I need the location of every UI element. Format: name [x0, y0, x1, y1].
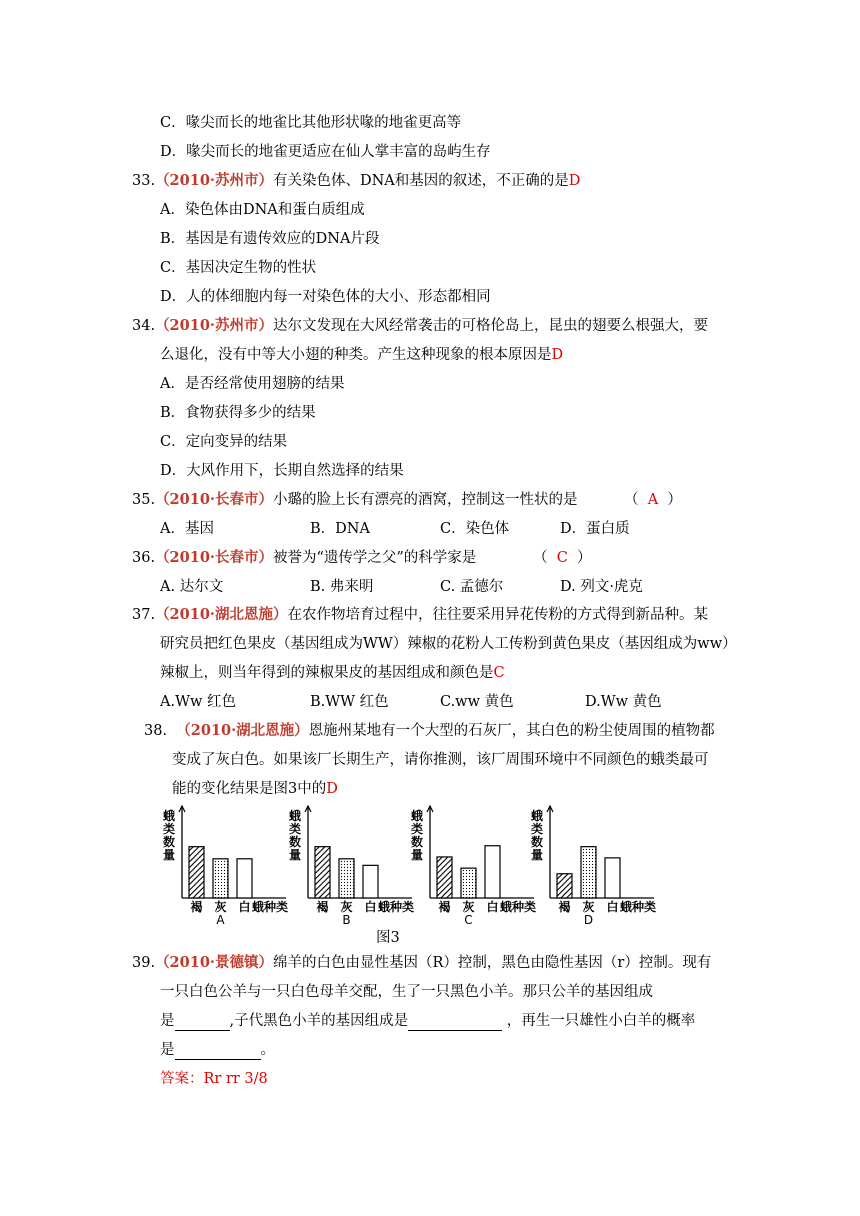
category-label: 褐	[558, 900, 571, 914]
q37-stem-line2: 研究员把红色果皮（基因组成为WW）辣椒的花粉人工传粉到黄色果皮（基因组成为ww）	[160, 636, 737, 652]
q34-option-a: A．是否经常使用翅膀的结果	[160, 376, 345, 392]
q35-option-a: A．基因	[160, 521, 214, 537]
question-stem: 么退化，没有中等大小翅的种类。产生这种现象的根本原因是	[160, 347, 552, 363]
question-stem: 小璐的脸上长有漂亮的酒窝，控制这一性状的是	[272, 492, 578, 508]
question-number: 38.	[144, 723, 168, 739]
figure-3	[160, 800, 720, 940]
bar-brown	[189, 847, 204, 898]
q36-answer-bracket	[533, 548, 592, 568]
panel-label: C	[464, 913, 473, 925]
question-source: （2010·湖北恩施）	[155, 606, 288, 623]
q32-option-c: C．喙尖而长的地雀比其他形状喙的地雀更高等	[160, 115, 462, 131]
question-37	[132, 605, 708, 625]
bar-white	[363, 865, 378, 898]
bar-brown	[557, 874, 572, 898]
question-stem: 在农作物培育过程中，往往要采用异花传粉的方式得到新品种。某	[287, 607, 708, 623]
bar-white	[237, 859, 252, 898]
q35-option-c: C．染色体	[440, 521, 510, 537]
q34-stem-line2	[160, 345, 563, 365]
x-axis-label: 蛾种类	[499, 900, 537, 914]
question-number: 36.	[132, 550, 156, 566]
y-axis-label: 蛾类数量	[162, 809, 176, 862]
question-stem: ，再生一只雄性小白羊的概率	[506, 1013, 696, 1029]
question-source: （2010·长春市）	[155, 491, 273, 508]
category-label: 白	[486, 900, 499, 914]
bracket-close: ）	[577, 550, 592, 566]
q39-stem-line2: 一只白色公羊与一只白色母羊交配，生了一只黑色小羊。那只公羊的基因组成	[160, 984, 653, 1000]
chart-d	[528, 800, 658, 925]
bracket-open: （	[624, 492, 639, 508]
category-label: 褐	[316, 900, 329, 914]
answer-mark: D	[551, 347, 564, 363]
answer-mark: A	[647, 492, 659, 508]
question-stem: 有关染色体、DNA和基因的叙述，不正确的是	[272, 173, 569, 189]
q35-option-b: B．DNA	[310, 521, 370, 537]
x-axis-label: 蛾种类	[619, 900, 657, 914]
question-stem: 是	[160, 1042, 175, 1058]
question-stem: 达尔文发现在大风经常袭击的可格伦岛上，昆虫的翅要么根强大，要	[272, 318, 708, 334]
category-label: 褐	[190, 900, 203, 914]
bracket-close: ）	[667, 492, 682, 508]
question-number: 39.	[132, 955, 156, 971]
q34-option-c: C．定向变异的结果	[160, 434, 288, 450]
y-axis-label: 蛾类数量	[410, 809, 424, 862]
bar-brown	[315, 847, 330, 898]
q38-stem-line2: 变成了灰白色。如果该厂长期生产，请你推测，该厂周围环境中不同颜色的蛾类最可	[172, 752, 709, 768]
category-label: 灰	[462, 900, 475, 914]
panel-label: A	[216, 913, 225, 925]
y-axis-label: 蛾类数量	[288, 809, 302, 862]
q37-option-c: C.ww 黄色	[440, 694, 514, 710]
category-label: 褐	[438, 900, 451, 914]
question-33	[132, 171, 580, 191]
question-stem: 辣椒上，则当年得到的辣椒果皮的基因组成和颜色是	[160, 665, 494, 681]
chart-b	[286, 800, 416, 925]
panel-label: B	[342, 913, 351, 925]
q39-stem-line3	[160, 1011, 695, 1031]
question-number: 33.	[132, 173, 156, 189]
question-number: 37.	[132, 607, 156, 623]
chart-a	[160, 800, 290, 925]
answer-mark: C	[493, 665, 505, 681]
question-35	[132, 490, 577, 510]
bar-gray	[581, 847, 596, 898]
q33-option-d: D．人的体细胞内每一对染色体的大小、形态都相同	[160, 289, 491, 305]
question-38	[144, 721, 715, 741]
answer-mark: D	[326, 781, 338, 797]
question-stem: 绵羊的白色由显性基因（R）控制，黑色由隐性基因（r）控制。现有	[272, 955, 712, 971]
question-stem: 被誉为“遗传学之父”的科学家是	[272, 550, 477, 566]
q36-option-c: C. 孟德尔	[440, 579, 504, 595]
bracket-open: （	[533, 550, 548, 566]
question-36	[132, 548, 476, 568]
category-label: 灰	[214, 900, 227, 914]
answer-blank-2[interactable]	[408, 1014, 502, 1031]
question-stem: ,子代黑色小羊的基因组成是	[229, 1013, 409, 1029]
x-axis-label: 蛾种类	[377, 900, 415, 914]
q39-stem-line4	[160, 1040, 275, 1060]
question-source: （2010·长春市）	[155, 549, 273, 566]
figure-caption: 图3	[376, 930, 400, 946]
category-label: 白	[238, 900, 251, 914]
question-source: （2010·湖北恩施）	[176, 722, 309, 739]
bar-gray	[461, 868, 476, 898]
q32-option-d: D．喙尖而长的地雀更适应在仙人掌丰富的岛屿生存	[160, 144, 491, 160]
question-stem: 能的变化结果是图3中的	[172, 781, 327, 797]
bar-gray	[339, 859, 354, 898]
q35-option-d: D．蛋白质	[560, 521, 630, 537]
q37-stem-line3	[160, 663, 505, 683]
bar-white	[485, 846, 500, 898]
question-source: （2010·苏州市）	[155, 317, 273, 334]
chart-c	[408, 800, 538, 925]
q36-option-d: D. 列文·虎克	[560, 579, 643, 595]
category-label: 白	[364, 900, 377, 914]
answer-mark: D	[568, 173, 581, 189]
q36-option-b: B. 弗来明	[310, 579, 374, 595]
answer-blank-1[interactable]	[175, 1014, 230, 1031]
q34-option-b: B．食物获得多少的结果	[160, 405, 316, 421]
category-label: 灰	[340, 900, 353, 914]
x-axis-label: 蛾种类	[251, 900, 289, 914]
q37-option-d: D.Ww 黄色	[585, 694, 662, 710]
q34-option-d: D．大风作用下，长期自然选择的结果	[160, 463, 404, 479]
question-source: （2010·苏州市）	[155, 172, 273, 189]
q35-answer-bracket	[624, 490, 682, 510]
bar-white	[605, 858, 620, 898]
question-number: 34.	[132, 318, 156, 334]
bar-brown	[437, 857, 452, 898]
q37-option-b: B.WW 红色	[310, 694, 389, 710]
bar-gray	[213, 859, 228, 898]
q39-answer: 答案：Rr rr 3/8	[160, 1071, 268, 1087]
q33-option-a: A．染色体由DNA和蛋白质组成	[160, 202, 365, 218]
category-label: 灰	[582, 900, 595, 914]
question-stem: 恩施州某地有一个大型的石灰厂，其白色的粉尘使周围的植物都	[308, 723, 715, 739]
q36-option-a: A. 达尔文	[160, 579, 224, 595]
panel-label: D	[583, 913, 594, 925]
question-source: （2010·景德镇）	[155, 954, 273, 971]
y-axis-label: 蛾类数量	[530, 809, 544, 862]
q33-option-c: C．基因决定生物的性状	[160, 260, 317, 276]
q37-option-a: A.Ww 红色	[160, 694, 237, 710]
category-label: 白	[606, 900, 619, 914]
q33-option-b: B．基因是有遗传效应的DNA片段	[160, 231, 380, 247]
question-39	[132, 953, 711, 973]
q38-stem-line3	[172, 779, 338, 799]
question-stem: 。	[260, 1042, 275, 1058]
answer-blank-3[interactable]	[175, 1043, 261, 1060]
question-number: 35.	[132, 492, 156, 508]
question-stem: 是	[160, 1013, 175, 1029]
question-34	[132, 316, 708, 336]
answer-mark: C	[556, 550, 568, 566]
